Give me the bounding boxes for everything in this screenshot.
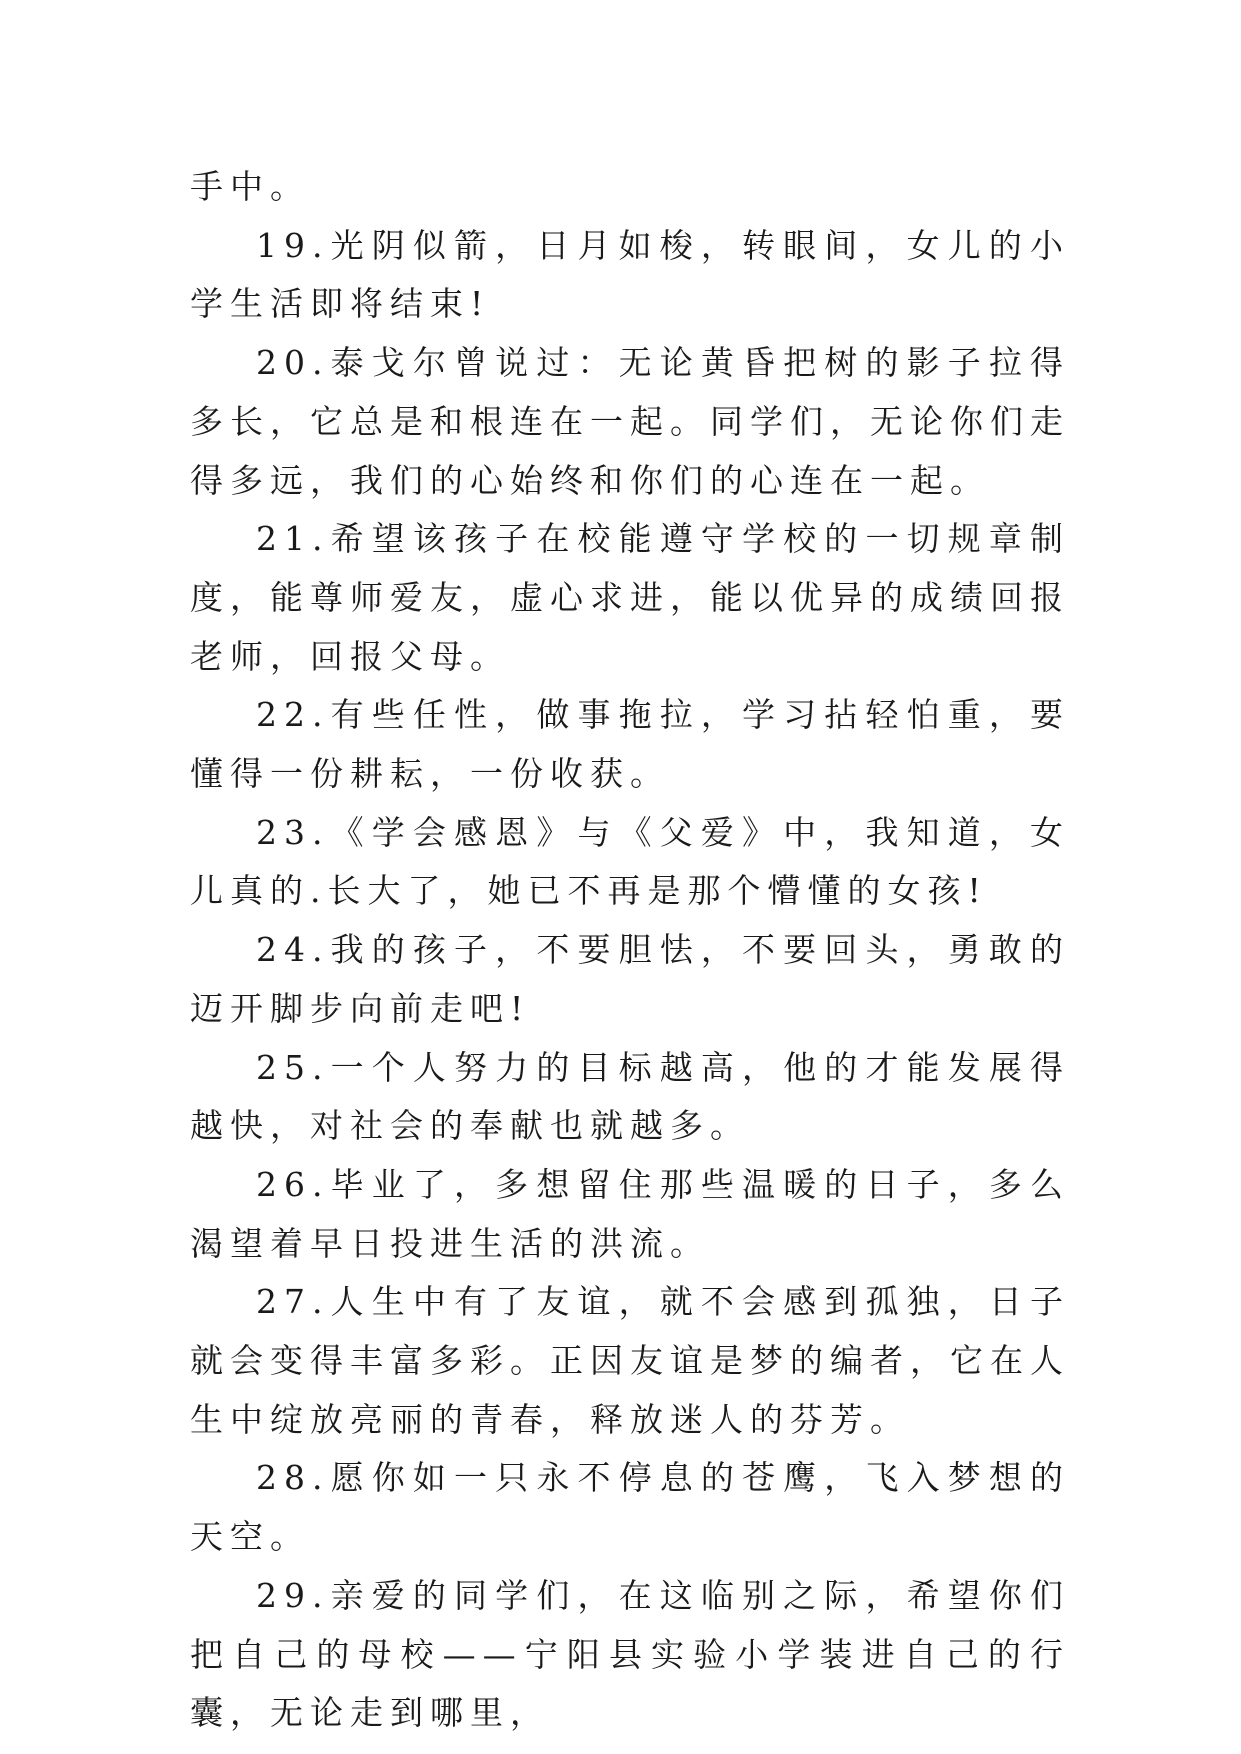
paragraph-23: 23.《学会感恩》与《父爱》中，我知道，女儿真的.长大了，她已不再是那个懵懂的女孩! [190,812,1070,911]
paragraph-19: 19.光阴似箭，日月如梭，转眼间，女儿的小学生活即将结束! [190,225,1070,324]
paragraph-22: 22.有些任性，做事拖拉，学习拈轻怕重，要懂得一份耕耘，一份收获。 [190,695,1070,794]
document-body [190,158,1070,1743]
paragraph-continuation: 手中。 [190,167,310,206]
paragraph-25: 25.一个人努力的目标越高，他的才能发展得越快，对社会的奉献也就越多。 [190,1047,1070,1146]
paragraph-28: 28.愿你如一只永不停息的苍鹰，飞入梦想的天空。 [190,1458,1070,1557]
paragraph-27: 27.人生中有了友谊，就不会感到孤独，日子就会变得丰富多彩。正因友谊是梦的编者，它在人生中绽放亮丽的青春，释放迷人的芬芳。 [190,1282,1070,1439]
paragraph-26: 26.毕业了，多想留住那些温暖的日子，多么渴望着早日投进生活的洪流。 [190,1164,1070,1263]
paragraph-20: 20.泰戈尔曾说过：无论黄昏把树的影子拉得多长，它总是和根连在一起。同学们，无论你们走得多远，我们的心始终和你们的心连在一起。 [190,343,1070,500]
paragraph-21: 21.希望该孩子在校能遵守学校的一切规章制度，能尊师爱友，虚心求进，能以优异的成绩回报老师，回报父母。 [190,519,1070,676]
paragraph-29: 29.亲爱的同学们，在这临别之际，希望你们把自己的母校——宁阳县实验小学装进自己的行囊，无论走到哪里， [190,1575,1070,1733]
paragraph-24: 24.我的孩子，不要胆怯，不要回头，勇敢的迈开脚步向前走吧! [190,930,1070,1028]
